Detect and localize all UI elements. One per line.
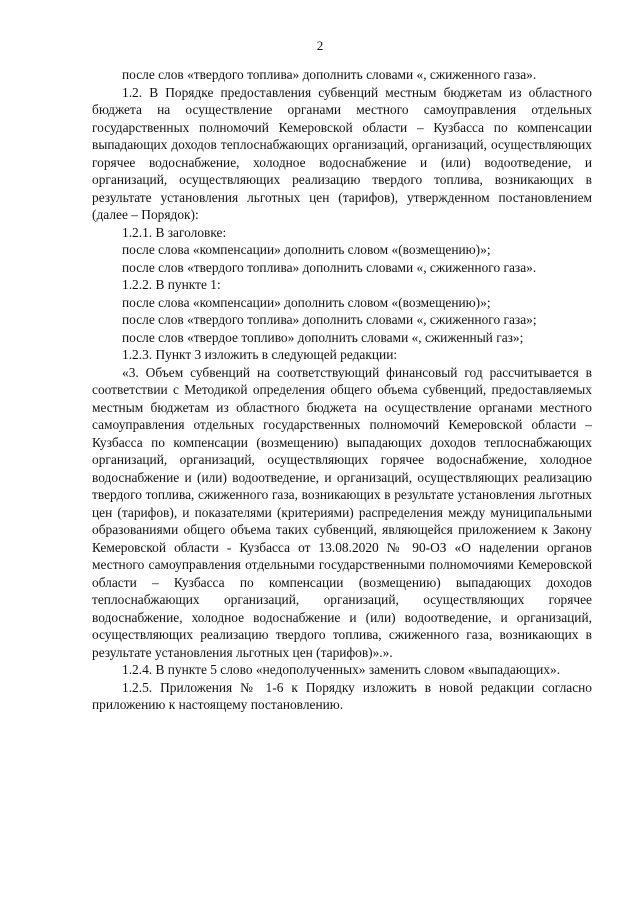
paragraph-1-2: 1.2. В Порядке предоставления субвенций местным бюджетам из областного бюджета на осуществление органами местного самоуправления отдельных государственных полномочий Кемеровской области – Кузбасса по компенсации выпадающих доходов теплоснабжающих организаций, организаций, осуществляющих горячее водоснабжение, холодное водоснабжение и (или) водоотведение, и организаций, осуществляющих реализацию твердого топлива, возникающих в результате установления льготных цен (тарифов), утвержденном постановлением (далее – Порядок): [92, 84, 592, 222]
paragraph-1-2-2-item-3: после слов «твердое топливо» дополнить словами «, сжиженный газ»; [122, 329, 524, 345]
paragraph-clause-3-text: «3. Объем субвенций на соответствующий финансовый год рассчитывается в соответствии с Методикой определения общего объема субвенций, предоставляемых местным бюджетам из областного бюджета на осуществление органами местного самоуправления отдельных государственных полномочий Кемеровской области – Кузбасса по компенсации (возмещению) выпадающих доходов теплоснабжающих организаций, организаций, осуществляющих горячее водоснабжение, холодное водоснабжение и (или) водоотведение, и организаций, осуществляющих реализацию твердого топлива, сжиженного газа, возникающих в результате установления льготных цен (тарифов), и показателями (критериями) распределения между муниципальными образованиями общего объема таких субвенций, являющейся приложением к Закону Кемеровской области - Кузбасса от 13.08.2020 № 90-ОЗ «О наделении органов местного самоуправления отдельными государственными полномочиями Кемеровской области – Кузбасса по компенсации (возмещению) выпадающих доходов теплоснабжающих организаций, организаций, осуществляющих горячее водоснабжение, холодное водоснабжение и (или) водоотведение, и организаций, осуществляющих реализацию твердого топлива, сжиженного газа, возникающих в результате установления льготных цен (тарифов)».». [92, 364, 592, 660]
paragraph-1-2-5: 1.2.5. Приложения № 1-6 к Порядку изложить в новой редакции согласно приложению к настоящему постановлению. [92, 679, 592, 712]
document-body [92, 66, 592, 714]
paragraph-1-2-1-item-1: после слова «компенсации» дополнить словом «(возмещению)»; [122, 242, 491, 257]
paragraph-1-2-1-item-2: после слов «твердого топлива» дополнить словами «, сжиженного газа». [122, 259, 537, 275]
paragraph-1-2-1: 1.2.1. В заголовке: [122, 224, 227, 240]
paragraph-intro-continuation: после слов «твердого топлива» дополнить словами «, сжиженного газа». [122, 67, 537, 82]
paragraph-1-2-4: 1.2.4. В пункте 5 слово «недополученных» заменить словом «выпадающих». [122, 662, 561, 677]
page-number: 2 [316, 38, 324, 53]
paragraph-1-2-2: 1.2.2. В пункте 1: [122, 277, 221, 292]
paragraph-1-2-2-item-2: после слов «твердого топлива» дополнить словами «, сжиженного газа»; [122, 312, 537, 327]
paragraph-1-2-2-item-1: после слова «компенсации» дополнить словом «(возмещению)»; [122, 294, 491, 310]
paragraph-1-2-3: 1.2.3. Пункт 3 изложить в следующей редакции: [122, 347, 398, 362]
